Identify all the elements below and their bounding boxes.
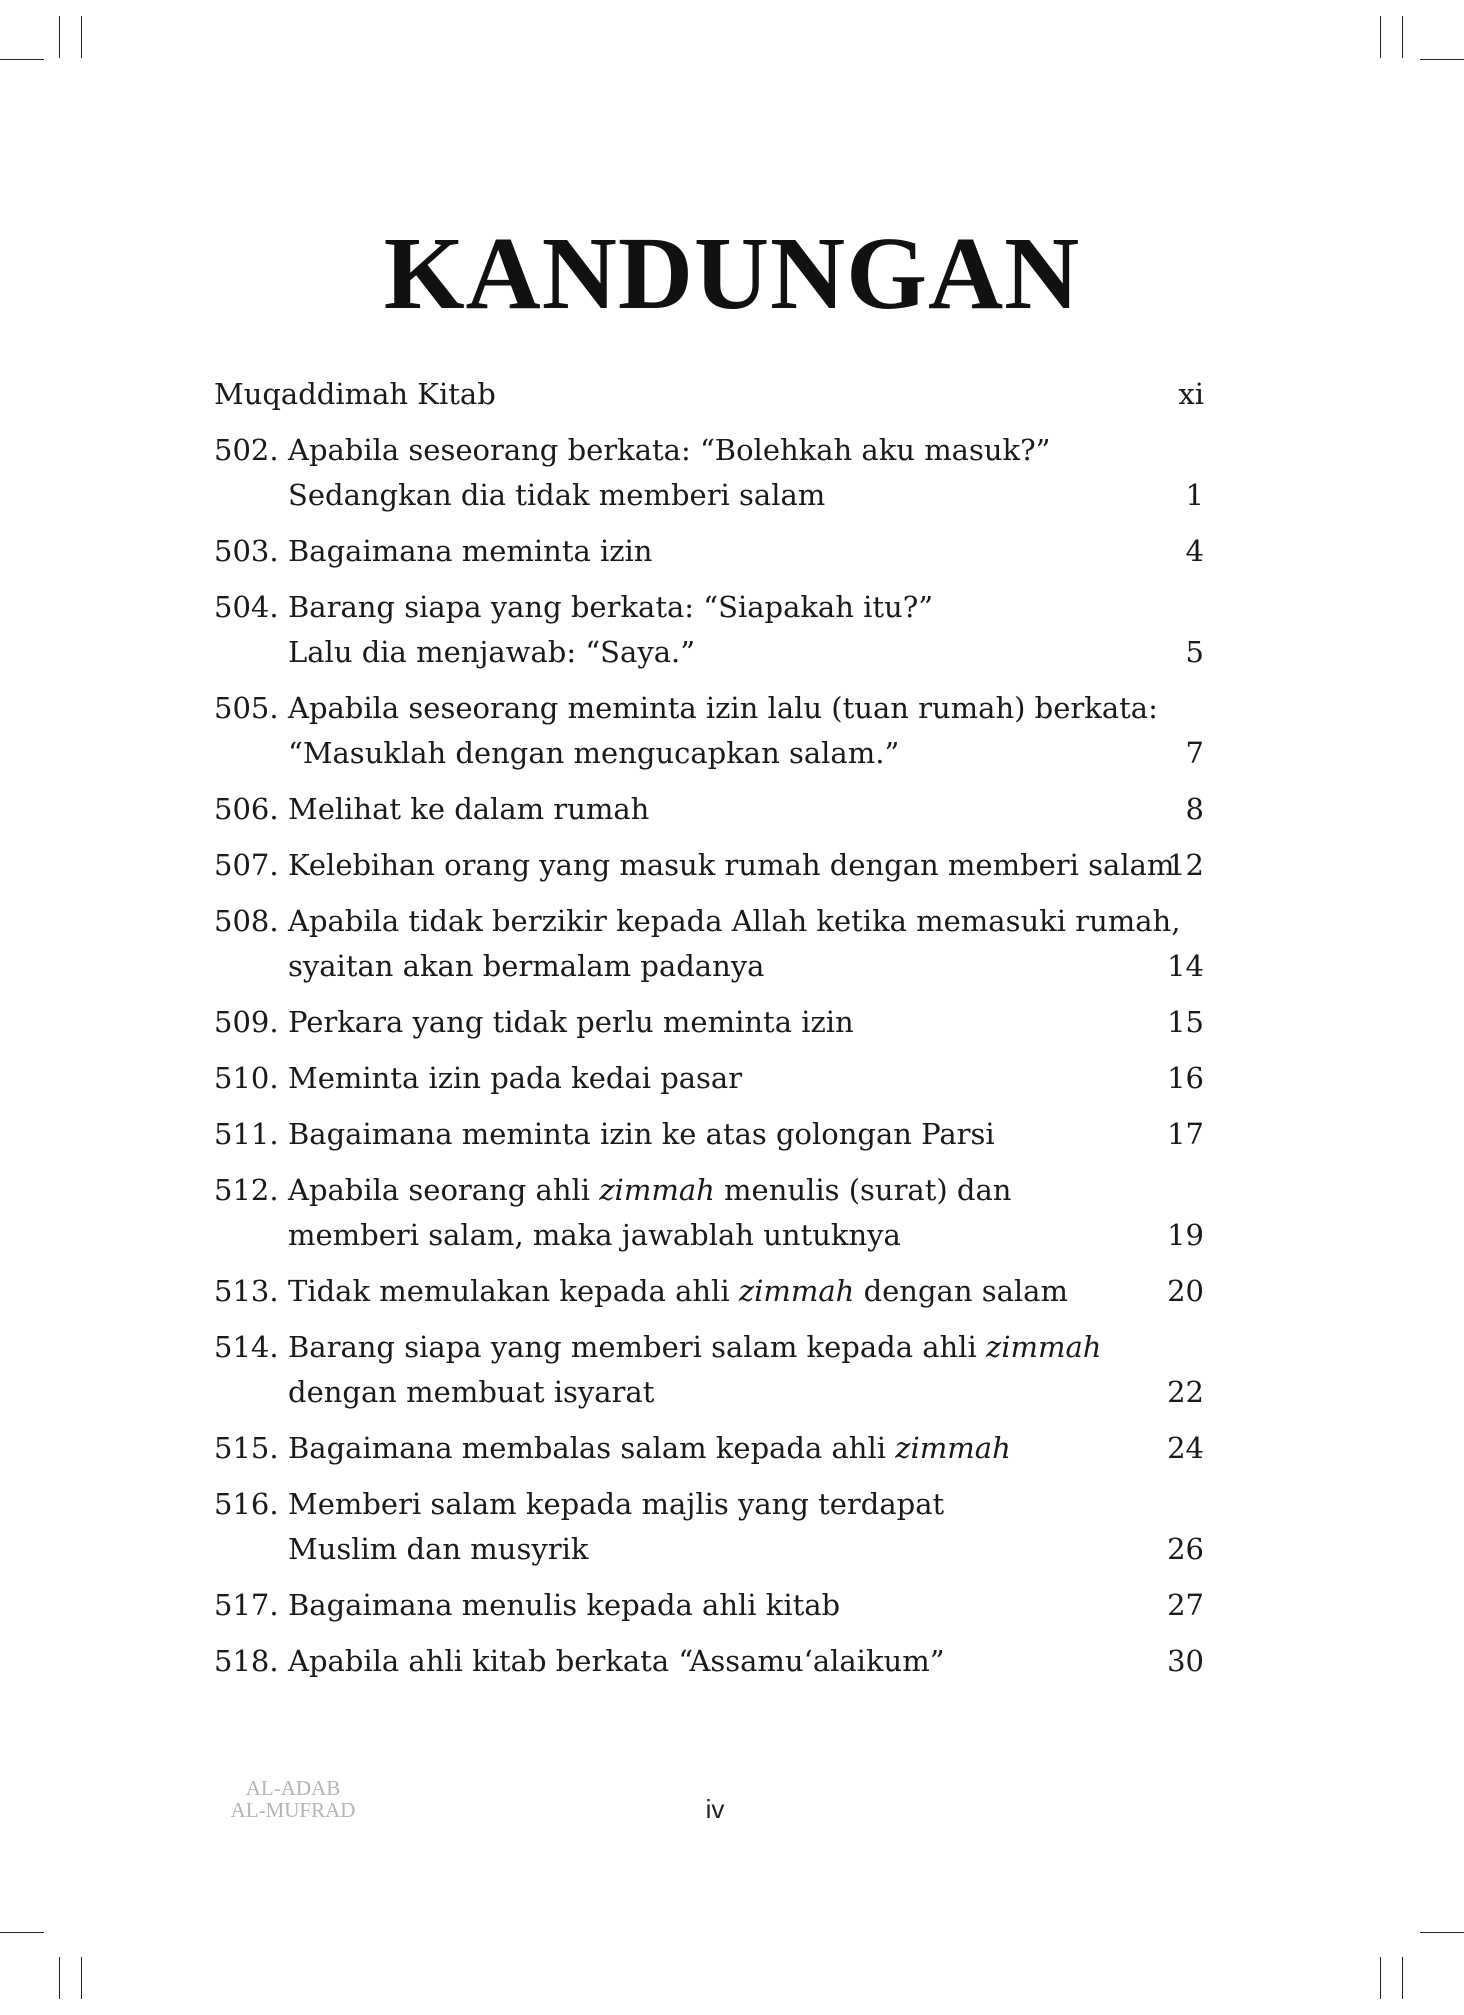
toc-page-number: 15 xyxy=(1167,1005,1204,1039)
toc-page-number: 27 xyxy=(1167,1588,1204,1622)
toc-entry-number: 510. xyxy=(214,1061,279,1095)
crop-mark xyxy=(1402,16,1403,58)
toc-page-number: 14 xyxy=(1167,949,1204,983)
toc-entry-number: 514. xyxy=(214,1330,279,1364)
toc-entry-title: Barang siapa yang berkata: “Siapakah itu?” xyxy=(288,590,934,624)
crop-mark xyxy=(1402,1957,1403,1999)
crop-mark xyxy=(1380,16,1381,58)
toc-entry-number: 515. xyxy=(214,1431,279,1465)
toc-entry-505[interactable] xyxy=(214,686,1204,776)
toc-entry-509[interactable] xyxy=(214,1000,1204,1045)
toc-entry-title: Apabila tidak berzikir kepada Allah ketika memasuki rumah, xyxy=(288,904,1181,938)
toc-entry-502[interactable] xyxy=(214,428,1204,518)
toc-entry-title-cont: Sedangkan dia tidak memberi salam xyxy=(288,478,826,512)
toc-entry-number: 502. xyxy=(214,433,279,467)
toc-entry-number: 516. xyxy=(214,1487,279,1521)
toc-entry-title-cont: Lalu dia menjawab: “Saya.” xyxy=(288,635,696,669)
toc-page-number: 4 xyxy=(1185,534,1204,568)
toc-entry-506[interactable] xyxy=(214,787,1204,832)
toc-entry-title: Memberi salam kepada majlis yang terdapat xyxy=(288,1487,945,1521)
toc-page-number: 7 xyxy=(1185,736,1204,770)
toc-entry-number: 513. xyxy=(214,1274,279,1308)
toc-page-number: 12 xyxy=(1167,848,1204,882)
toc-entry-title: Meminta izin pada kedai pasar xyxy=(288,1061,743,1095)
crop-mark xyxy=(59,16,60,58)
toc-page-number: 24 xyxy=(1167,1431,1204,1465)
toc-entry-title: Apabila seorang ahli zimmah menulis (surat) dan xyxy=(288,1173,1012,1207)
toc-entry-510[interactable] xyxy=(214,1056,1204,1101)
toc-entry-title-cont: Muslim dan musyrik xyxy=(288,1532,589,1566)
toc-entry-title: Melihat ke dalam rumah xyxy=(288,792,650,826)
page-number: iv xyxy=(705,1794,725,1824)
toc-entry-title: Bagaimana meminta izin ke atas golongan Parsi xyxy=(288,1117,995,1151)
toc-entry-number: 503. xyxy=(214,534,279,568)
toc-entry-title: Bagaimana menulis kepada ahli kitab xyxy=(288,1588,841,1622)
italic-term: zimmah xyxy=(738,1274,855,1308)
toc-page-number: 20 xyxy=(1167,1274,1204,1308)
toc-entry-title-cont: memberi salam, maka jawablah untuknya xyxy=(288,1218,901,1252)
crop-mark xyxy=(1420,59,1464,60)
toc-entry-title: Apabila seseorang meminta izin lalu (tuan rumah) berkata: xyxy=(288,691,1158,725)
toc-page-number: 30 xyxy=(1167,1644,1204,1678)
toc-entry-507[interactable] xyxy=(214,843,1204,888)
page-title: KANDUNGAN xyxy=(383,216,1081,331)
toc-entry-title: Apabila ahli kitab berkata “Assamu‘alaikum” xyxy=(288,1644,945,1678)
toc-page-number: xi xyxy=(1178,377,1204,411)
toc-entry-516[interactable] xyxy=(214,1482,1204,1572)
crop-mark xyxy=(1420,1932,1464,1933)
crop-mark xyxy=(0,1932,44,1933)
toc-entry-number: 504. xyxy=(214,590,279,624)
toc-entry-title-cont: dengan membuat isyarat xyxy=(288,1375,655,1409)
italic-term: zimmah xyxy=(895,1431,1011,1465)
toc-entry-title: Perkara yang tidak perlu meminta izin xyxy=(288,1005,854,1039)
crop-mark xyxy=(0,59,44,60)
toc-entry-512[interactable] xyxy=(214,1168,1204,1258)
toc-entry-number: 505. xyxy=(214,691,279,725)
toc-entry-517[interactable] xyxy=(214,1583,1204,1628)
toc-entry-title: Barang siapa yang memberi salam kepada ahli zimmah xyxy=(288,1330,1102,1364)
toc-entry-title-cont: “Masuklah dengan mengucapkan salam.” xyxy=(288,736,900,770)
toc-page-number: 19 xyxy=(1167,1218,1204,1252)
toc-entry-title: Kelebihan orang yang masuk rumah dengan memberi salam xyxy=(288,848,1175,882)
toc-entry-title: Muqaddimah Kitab xyxy=(214,377,496,411)
toc-entry-title: Apabila seseorang berkata: “Bolehkah aku masuk?” xyxy=(288,433,1051,467)
toc-entry-title: Bagaimana meminta izin xyxy=(288,534,653,568)
toc-entry-intro[interactable] xyxy=(214,372,1204,417)
book-title-line: AL-ADAB xyxy=(245,1776,341,1800)
italic-term: zimmah xyxy=(599,1173,715,1207)
toc-entry-514[interactable] xyxy=(214,1325,1204,1415)
toc-entry-number: 512. xyxy=(214,1173,279,1207)
toc-entry-number: 507. xyxy=(214,848,279,882)
toc-entry-503[interactable] xyxy=(214,529,1204,574)
toc-entry-title: Bagaimana membalas salam kepada ahli zimmah xyxy=(288,1431,1011,1465)
toc-entry-title-cont: syaitan akan bermalam padanya xyxy=(288,949,765,983)
toc-entry-515[interactable] xyxy=(214,1426,1204,1471)
toc-entry-number: 518. xyxy=(214,1644,279,1678)
toc-page-number: 26 xyxy=(1167,1532,1204,1566)
toc-entry-518[interactable] xyxy=(214,1639,1204,1684)
toc-page-number: 5 xyxy=(1185,635,1204,669)
toc-entry-number: 508. xyxy=(214,904,279,938)
toc-page-number: 17 xyxy=(1167,1117,1204,1151)
toc-entry-number: 517. xyxy=(214,1588,279,1622)
toc-entry-513[interactable] xyxy=(214,1269,1204,1314)
toc-page-number: 22 xyxy=(1167,1375,1204,1409)
toc-entry-number: 511. xyxy=(214,1117,279,1151)
toc-entry-number: 509. xyxy=(214,1005,279,1039)
toc-entry-504[interactable] xyxy=(214,585,1204,675)
toc-entry-number: 506. xyxy=(214,792,279,826)
crop-mark xyxy=(1380,1957,1381,1999)
toc-page-number: 1 xyxy=(1185,478,1204,512)
toc-entry-508[interactable] xyxy=(214,899,1204,989)
toc-entry-511[interactable] xyxy=(214,1112,1204,1157)
toc-entry-title: Tidak memulakan kepada ahli zimmah dengan salam xyxy=(288,1274,1068,1308)
crop-mark xyxy=(59,1957,60,1999)
book-title-line: AL-MUFRAD xyxy=(230,1798,356,1822)
crop-mark xyxy=(81,16,82,58)
toc-page-number: 8 xyxy=(1185,792,1204,826)
italic-term: zimmah xyxy=(985,1330,1102,1364)
toc-page-number: 16 xyxy=(1167,1061,1204,1095)
table-of-contents xyxy=(214,372,1204,1695)
crop-mark xyxy=(81,1957,82,1999)
